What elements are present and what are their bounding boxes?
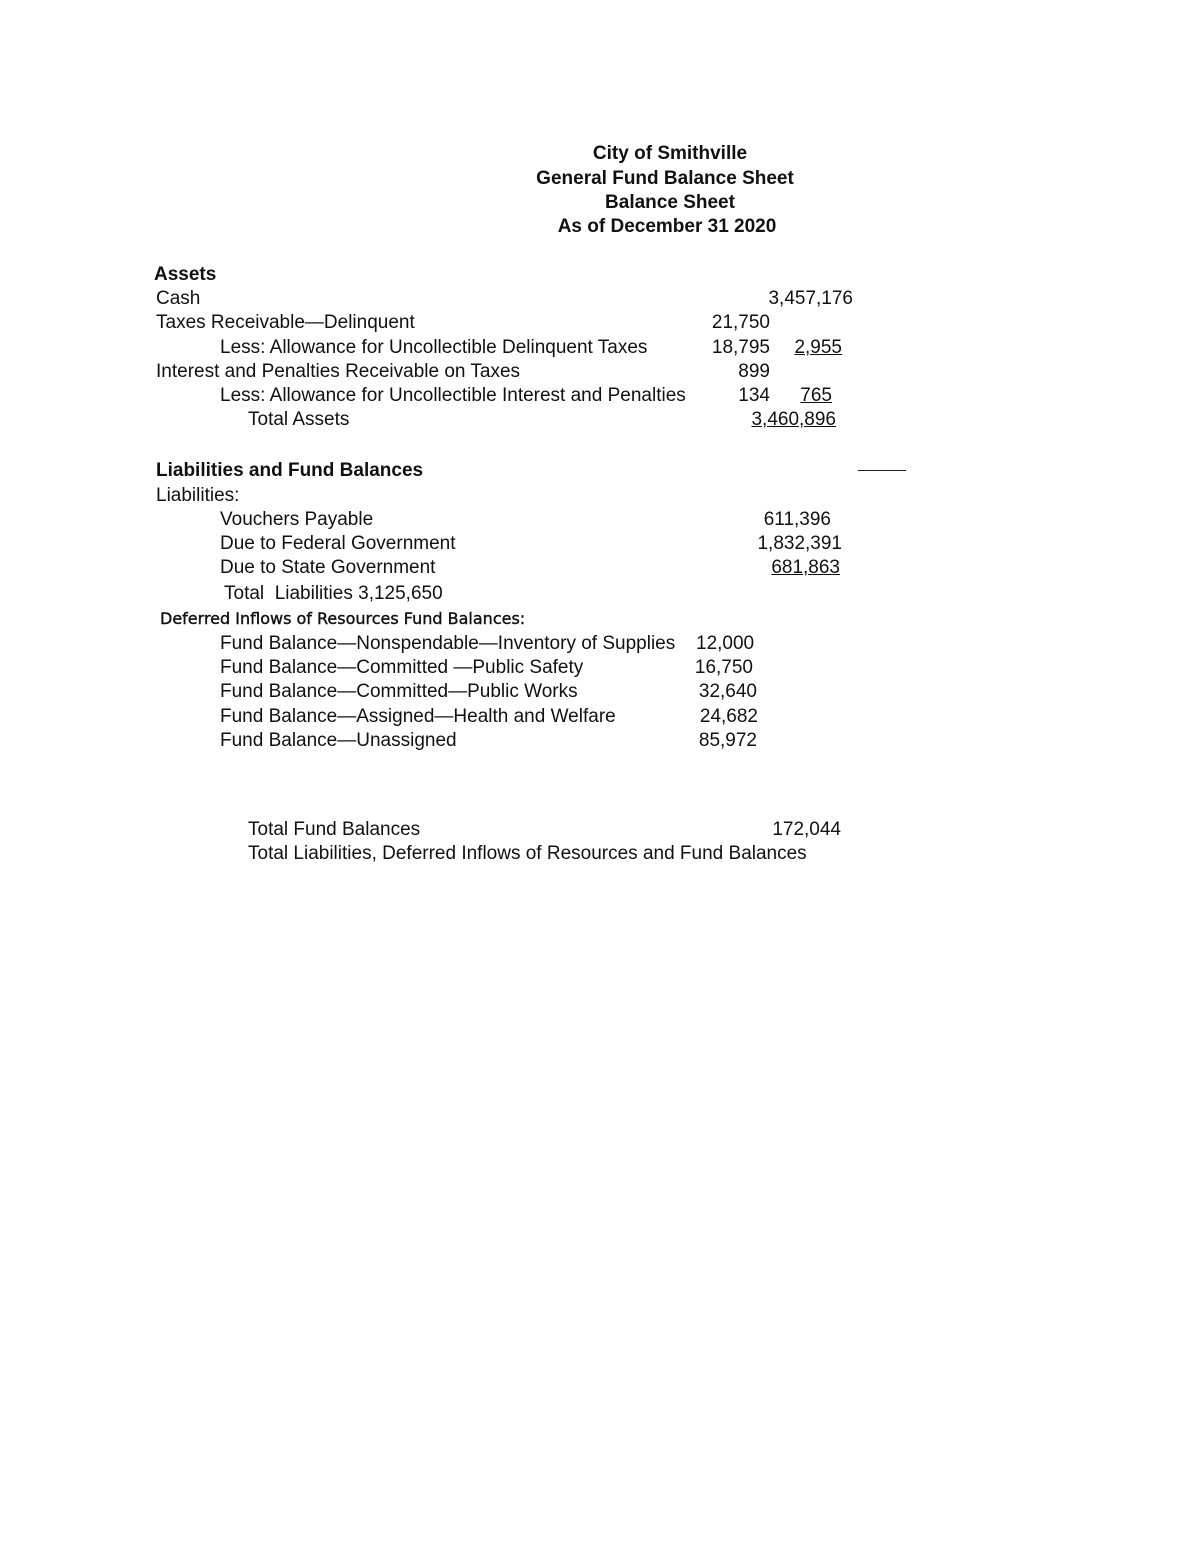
statement-date: As of December 31 2020 [557, 216, 777, 237]
statement-title: Balance Sheet [605, 192, 735, 213]
liabilities-fund-balances-heading: Liabilities and Fund Balances [156, 460, 424, 481]
fund-balance-amount: 24,682 [699, 706, 758, 727]
due-federal-amount: 1,832,391 [757, 533, 842, 554]
cash-amount: 3,457,176 [768, 288, 853, 309]
fund-balance-amount: 16,750 [694, 657, 753, 678]
fund-title: General Fund Balance Sheet [536, 168, 794, 189]
taxes-net-amount: 2,955 [794, 337, 842, 358]
total-fund-balances-amount: 172,044 [772, 819, 841, 840]
vouchers-payable-amount: 611,396 [763, 509, 831, 530]
liabilities-label: Liabilities: [156, 485, 240, 506]
grand-total-label: Total Liabilities, Deferred Inflows of Resources and Fund Balances [248, 843, 807, 864]
due-state-label: Due to State Government [220, 557, 436, 578]
taxes-receivable-label: Taxes Receivable—Delinquent [156, 312, 415, 333]
vouchers-payable-label: Vouchers Payable [220, 509, 374, 530]
fund-balance-label: Fund Balance—Assigned—Health and Welfare [220, 706, 616, 727]
interest-receivable-label: Interest and Penalties Receivable on Taxes [156, 361, 521, 382]
total-assets-amount: 3,460,896 [751, 409, 836, 430]
allowance-taxes-label: Less: Allowance for Uncollectible Delinquent Taxes [220, 337, 648, 358]
fund-balance-amount: 12,000 [696, 633, 755, 654]
fund-balance-label: Fund Balance—Committed—Public Works [220, 681, 578, 702]
taxes-receivable-amount: 21,750 [711, 312, 770, 333]
allowance-interest-label: Less: Allowance for Uncollectible Interest and Penalties [220, 385, 686, 406]
fund-balance-label: Fund Balance—Committed —Public Safety [220, 657, 584, 678]
interest-net-amount: 765 [800, 385, 832, 406]
entity-name: City of Smithville [592, 143, 748, 164]
total-fund-balances-label: Total Fund Balances [248, 819, 421, 840]
allowance-interest-amount: 134 [738, 385, 770, 406]
fund-balance-amount: 32,640 [698, 681, 757, 702]
total-assets-label: Total Assets [248, 409, 350, 430]
due-federal-label: Due to Federal Government [220, 533, 456, 554]
due-state-amount: 681,863 [771, 557, 840, 578]
assets-heading: Assets [154, 264, 217, 285]
cash-label: Cash [156, 288, 201, 309]
allowance-taxes-amount: 18,795 [711, 337, 770, 358]
fund-balance-label: Fund Balance—Unassigned [220, 730, 457, 751]
interest-receivable-amount: 899 [738, 361, 770, 382]
fund-balances-heading: Deferred Inflows of Resources Fund Balances: [160, 609, 526, 628]
total-liabilities: Total Liabilities 3,125,650 [224, 583, 443, 604]
fund-balance-label: Fund Balance—Nonspendable—Inventory of Supplies [220, 633, 676, 654]
heading-rule [858, 470, 906, 471]
fund-balance-amount: 85,972 [698, 730, 757, 751]
